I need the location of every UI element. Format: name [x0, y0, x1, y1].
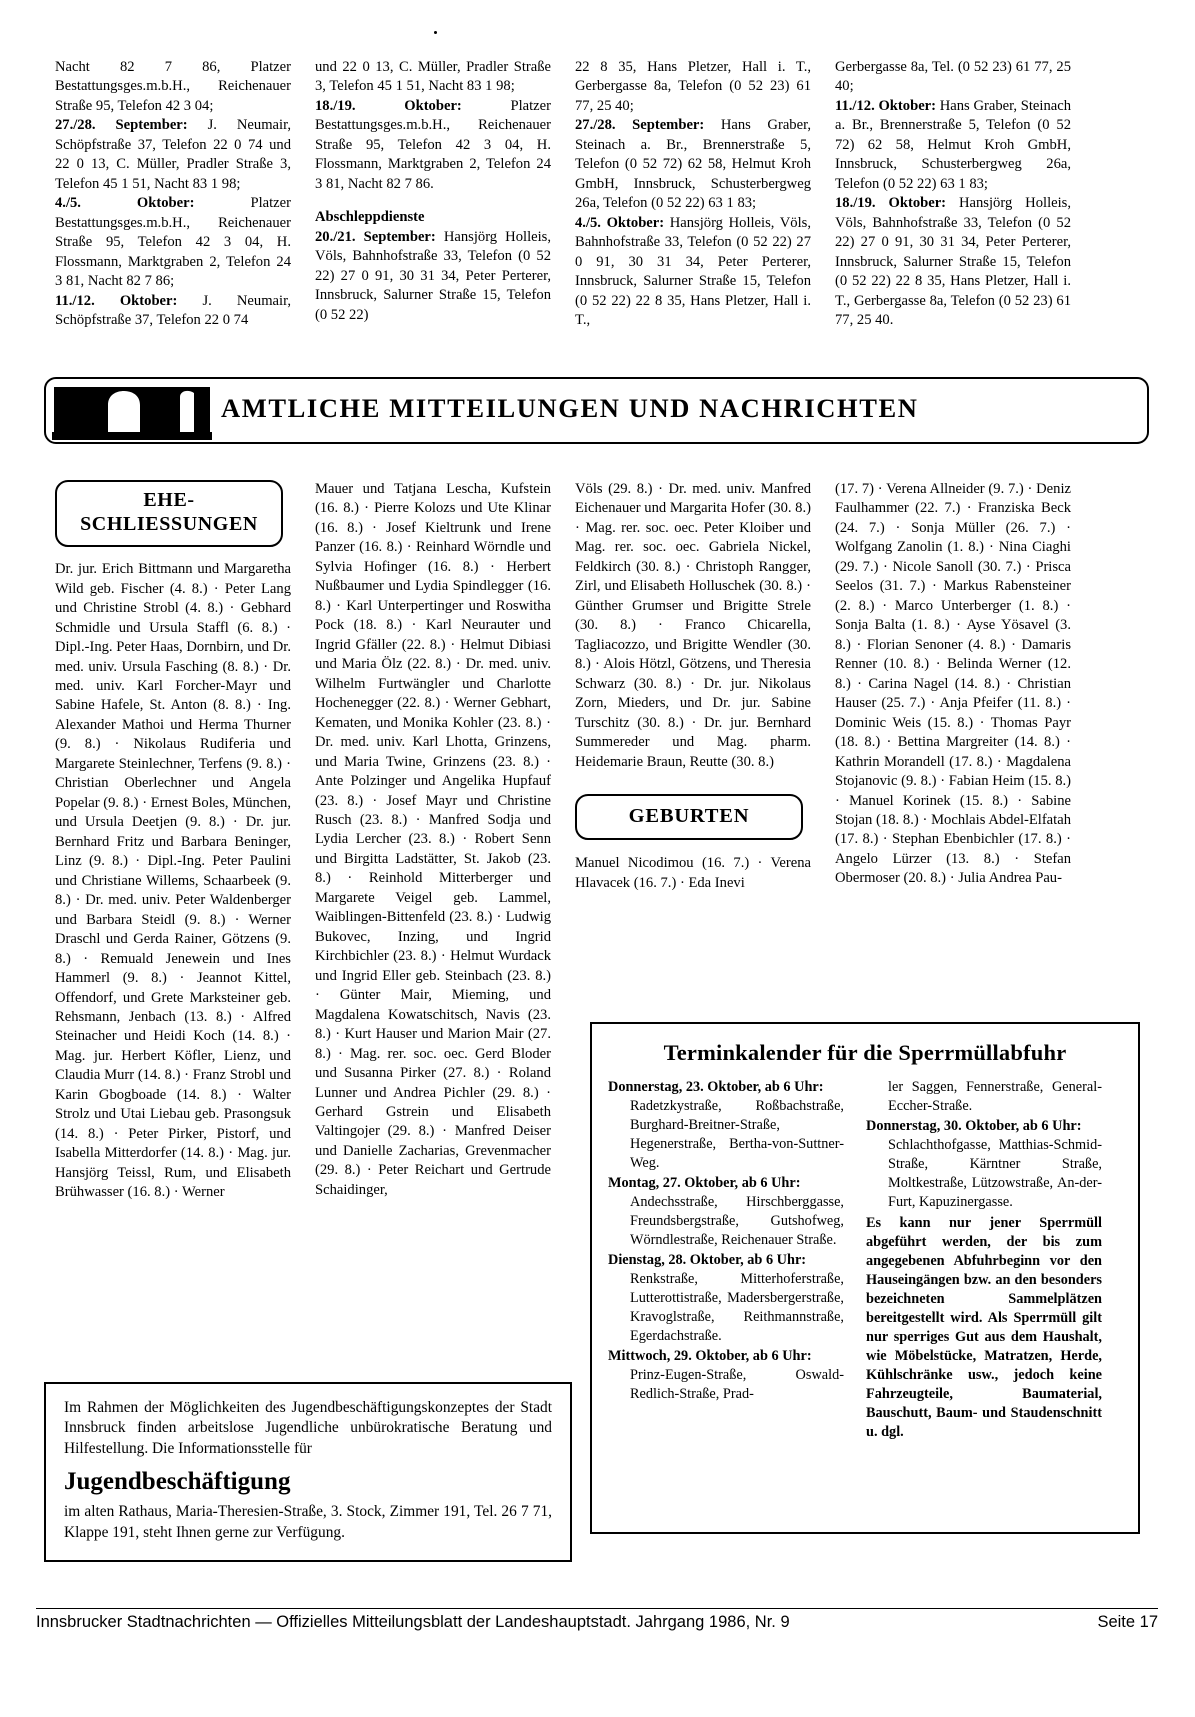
sperrmuell-entry-streets: Andechsstraße, Hirschberggasse, Freundsbergstraße, Gutshofweg, Wörndlestraße, Reichenauer Straße.	[630, 1194, 844, 1248]
sperrmuell-entry-streets: ler Saggen, Fennerstraße, General-Eccher-Straße.	[888, 1079, 1102, 1114]
footer-masthead: Innsbrucker Stadtnachrichten — Offizielles Mitteilungsblatt der Landeshauptstadt. Jahrgang 1986, Nr. 9	[36, 1613, 790, 1631]
geburten-list-part1: Manuel Nicodimou (16. 7.) · Verena Hlavacek (16. 7.) · Eda Inevi	[575, 855, 811, 891]
notice-paragraph: 4./5. Oktober: Hansjörg Holleis, Völs, Bahnhofstraße 33, Telefon (0 52 22) 27 0 91, 30 31 34, Peter Perterer, Innsbruck, Salurner Straße 15, Telefon (0 52 22) 22 8 35, Hans Pletzer, Hall i. T.,	[575, 214, 811, 329]
notice-paragraph: Gerbergasse 8a, Tel. (0 52 23) 61 77, 25 40;	[835, 59, 1071, 95]
ehe-heading-line1: EHE-	[143, 489, 195, 511]
top-column-4	[835, 58, 1071, 331]
sperrmuell-entry-date: Mittwoch, 29. Oktober, ab 6 Uhr:	[608, 1348, 812, 1364]
sperrmuell-entry-date: Donnerstag, 30. Oktober, ab 6 Uhr:	[866, 1118, 1082, 1134]
sperrmuell-column-right	[866, 1078, 1102, 1442]
sperrmuell-entry	[608, 1078, 844, 1173]
jugend-intro-text: Im Rahmen der Möglichkeiten des Jugendbeschäftigungskonzeptes der Stadt Innsbruck finden arbeitslose Jugendliche unbürokratische Beratung und Hilfestellung. Die Informationsstelle für	[64, 1399, 552, 1457]
eheschliessungen-heading	[55, 480, 283, 547]
top-notice-columns	[55, 58, 1140, 331]
sperrmuell-entry-date: Montag, 27. Oktober, ab 6 Uhr:	[608, 1175, 801, 1191]
notice-paragraph: 27./28. September: Hans Graber, Steinach a. Br., Brennerstraße 5, Telefon (0 52 72) 62 58, Helmut Kroh GmbH, Innsbruck, Schusterbergweg 26a, Telefon (0 52 22) 63 1 83;	[575, 117, 811, 212]
sperrmuell-entry-date: Dienstag, 28. Oktober, ab 6 Uhr:	[608, 1252, 807, 1268]
sperrmuell-entry-streets: Prinz-Eugen-Straße, Oswald-Redlich-Straße, Prad-	[630, 1367, 844, 1402]
sperrmuell-entry	[608, 1174, 844, 1250]
sperrmuell-entry	[608, 1251, 844, 1346]
ehe-list-part1: Dr. jur. Erich Bittmann und Margaretha Wild geb. Fischer (4. 8.) · Peter Lang und Christine Strobl (4. 8.) · Gebhard Schmidle und Ursula Staffl (6. 8.) · Dipl.-Ing. Peter Haas, Dornbirn, und Dr. med. univ. Ursula Fasching (8. 8.) · Dr. med. univ. Karl Forcher-Mayr und Sabine Hafele, St. Anton (8. 8.) · Ing. Alexander Mathoi und Herma Thurner (9. 8.) · Nikolaus Rudiferia und Margarete Steinlechner, Terfens (9. 8.) · Christian Oberlechner und Angela Popelar (9. 8.) · Ernest Boles, München, und Ursula Deetjen (9. 8.) · Dr. jur. Bernhard Fritz und Barbara Beninger, Linz (9. 8.) · Dipl.-Ing. Peter Paulini und Christiane Willems, Schaarbeek (9. 8.) · Dr. med. univ. Peter Waldenberger und Barbara Steidl (9. 8.) · Werner Draschl und Gerda Rainer, Götzens (9. 8.) · Remuald Jenewein und Ines Hammerl (9. 8.) · Jeannot Kittel, Offendorf, und Grete Marksteiner geb. Rehsmann, Jenbach (13. 8.) · Alfred Steinacher und Heidi Koch (14. 8.) · Mag. jur. Herbert Köfler, Lienz, und Claudia Murr (14. 8.) · Franz Strobl und Karin Gbogboade (14. 8.) · Walter Strolz und Utai Liebau geb. Prasongsuk (14. 8.) · Peter Pirker, Pistorf, und Isabella Mitterdorfer (14. 8.) · Mag. jur. Hansjörg Teissl, Rum, und Elisabeth Brühwasser (16. 8.) · Werner	[55, 561, 291, 1201]
notice-paragraph: 20./21. September: Hansjörg Holleis, Völs, Bahnhofstraße 33, Telefon (0 52 22) 27 0 91, 30 31 34, Peter Perterer, Innsbruck, Salurner Straße 15, Telefon (0 52 22)	[315, 228, 551, 323]
geburten-list-part2: (17. 7) · Verena Allneider (9. 7.) · Deniz Faulhammer (22. 7.) · Franziska Beck (24. 7.) · Sonja Müller (26. 7.) · Wolfgang Zanolin (1. 8.) · Nina Ciaghi (29. 7.) · Nicole Sanoll (30. 7.) · Prisca Seelos (31. 7.) · Markus Rabensteiner (2. 8.) · Marco Unterberger (1. 8.) · Sonja Balta (1. 8.) · Ayse Yösavel (3. 8.) · Florian Senoner (4. 8.) · Damaris Renner (10. 8.) · Belinda Werner (12. 8.) · Carina Nagel (14. 8.) · Christian Hauser (25. 7.) · Anja Pfeifer (11. 8.) · Dominic Weis (15. 8.) · Thomas Payr (18. 8.) · Bettina Margreiter (14. 8.) · Kathrin Morandell (17. 8.) · Magdalena Stojanovic (9. 8.) · Fabian Heim (15. 8.) · Manuel Korinek (15. 8.) · Sabine Stojan (18. 8.) · Mochlais Abdel-Elfatah (17. 8.) · Stephan Ebenbichler (17. 8.) · Angelo Lürzer (13. 8.) · Stefan Obermoser (20. 8.) · Julia Andrea Pau-	[835, 481, 1071, 887]
sperrmuell-entry	[608, 1347, 844, 1404]
ehe-list-part2: Mauer und Tatjana Lescha, Kufstein (16. 8.) · Pierre Kolozs und Ute Klinar (16. 8.) · Josef Kieltrunk und Irene Panzer (16. 8.) · Reinhard Wörndle und Sylvia Hofinger (16. 8.) · Herbert Nußbaumer und Lydia Spindlegger (16. 8.) · Karl Unterpertinger und Roswitha Pock (18. 8.) · Karl Neurauter und Ingrid Gfäller (22. 8.) · Helmut Dibiasi und Maria Ölz (22. 8.) · Dr. med. univ. Wilhelm Furtwängler und Charlotte Hochenegger (22. 8.) · Werner Gebhart, Kematen, und Monika Kohler (23. 8.) · Dr. med. univ. Karl Lhotta, Grinzens, und Maria Twine, Grinzens (23. 8.) · Ante Polzinger und Angelika Hupfauf (23. 8.) · Josef Mayr und Christine Rusch (23. 8.) · Manfred Sodja und Lydia Lercher (23. 8.) · Robert Senn und Birgitta Ladstätter, St. Jakob (23. 8.) · Reinhold Mitterberger und Margarete Veigel geb. Lammel, Waiblingen-Bittenfeld (23. 8.) · Ludwig Bukovec, Inzing, und Ingrid Kirchbichler (23. 8.) · Helmut Wurdack und Ingrid Eller geb. Steinbach (23. 8.) · Günter Mair, Mieming, und Magdalena Kowatschitsch, Navis (23. 8.) · Kurt Hauser und Marion Mair (27. 8.) · Mag. rer. soc. oec. Gerd Bloder und Susanna Pirker (27. 8.) · Roland Lunner und Andrea Pichler (29. 8.) · Gerhard Gstrein und Elisabeth Valtingojer (29. 8.) · Manfred Deiser und Danielle Zacharias, Grevenmacher (29. 8.) · Peter Reichart und Gertrude Schaidinger,	[315, 481, 551, 1198]
jugend-heading: Jugendbeschäftigung	[64, 1468, 291, 1496]
top-column-1	[55, 58, 291, 331]
jugend-footer-text: im alten Rathaus, Maria-Theresien-Straße, 3. Stock, Zimmer 191, Tel. 26 7 71, Klappe 191, steht Ihnen gerne zur Verfügung.	[64, 1503, 552, 1541]
notice-paragraph: 11./12. Oktober: Hans Graber, Steinach a. Br., Brennerstraße 5, Telefon (0 52 72) 62 58, Helmut Kroh GmbH, Innsbruck, Schusterbergweg 26a, Telefon (0 52 22) 63 1 83;	[835, 97, 1072, 192]
notice-paragraph: 4./5. Oktober: Platzer Bestattungsges.m.b.H., Reichenauer Straße 95, Telefon 42 3 04, H. Flossmann, Marktgraben 2, Telefon 24 3 81, Nacht 82 7 86;	[55, 195, 292, 290]
top-column-3	[575, 58, 811, 331]
top-column-2	[315, 58, 551, 331]
banner-title: AMTLICHE MITTEILUNGEN UND NACHRICHTEN	[221, 393, 919, 423]
sperrmuell-entry-streets: Renkstraße, Mitterhoferstraße, Lutterottistraße, Madersbergerstraße, Kravoglstraße, Reithmannstraße, Egerdachstraße.	[630, 1271, 844, 1344]
ehe-list-part3: Völs (29. 8.) · Dr. med. univ. Manfred Eichenauer und Margarita Hofer (30. 8.) · Mag. rer. soc. oec. Peter Kloiber und Mag. rer. soc. oec. Gabriela Nickel, Feldkirch (30. 8.) · Christoph Rangger, Zirl, und Elisabeth Holluschek (30. 8.) · Günther Grumser und Brigitte Strele (30. 8.) · Franco Chicarella, Tagliacozzo, und Brigitte Wendler (30. 8.) · Alois Hötzl, Götzens, und Theresia Schwarz (30. 8.) · Dr. jur. Nikolaus Zorn, Mieders, und Dr. jur. Sabine Turschitz (30. 8.) · Dr. jur. Bernhard Summereder und Mag. pharm. Heidemarie Braun, Reutte (30. 8.)	[575, 481, 811, 770]
notice-paragraph: 27./28. September: J. Neumair, Schöpfstraße 37, Telefon 22 0 74 und 22 0 13, C. Müller, Pradler Straße 3, Telefon 45 1 51, Nacht 83 1 98;	[55, 117, 292, 192]
notice-paragraph: 11./12. Oktober: J. Neumair, Schöpfstraße 37, Telefon 22 0 74	[55, 292, 291, 329]
geburten-heading: GEBURTEN	[575, 794, 803, 840]
sperrmuell-entry-date: Donnerstag, 23. Oktober, ab 6 Uhr:	[608, 1079, 824, 1095]
innsbruck-bridge-logo-icon	[52, 383, 212, 440]
sperrmuell-box	[590, 1022, 1140, 1534]
footer-divider	[36, 1608, 1158, 1609]
abschleppdienste-subheading: Abschleppdienste	[315, 209, 425, 226]
section-banner	[44, 377, 1149, 444]
page-footer	[36, 1613, 1158, 1632]
sperrmuell-entry	[866, 1117, 1102, 1212]
sperrmuell-column-left	[608, 1078, 844, 1442]
main-column-2	[315, 480, 551, 1203]
notice-paragraph: 22 8 35, Hans Pletzer, Hall i. T., Gerbergasse 8a, Telefon (0 52 23) 61 77, 25 40;	[575, 59, 811, 114]
sperrmuell-note: Es kann nur jener Sperrmüll abgeführt werden, der bis zum angegebenen Abfuhrbeginn vor den Hauseingängen bzw. an den besonders bezeichneten Sammelplätzen bereitgestellt wird. Als Sperrmüll gilt nur sperriges Gut aus dem Haushalt, wie Möbelstücke, Matratzen, Herde, Kühlschränke usw., jedoch keine Fahrzeugteile, Baumaterial, Bauschutt, Baum- und Staudenschnitt u. dgl.	[866, 1215, 1102, 1440]
sperrmuell-entry	[866, 1078, 1102, 1116]
ehe-heading-line2: SCHLIESSUNGEN	[80, 512, 258, 535]
main-column-1	[55, 480, 291, 1203]
sperrmuell-entry-streets: Radetzkystraße, Roßbachstraße, Burghard-Breitner-Straße, Hegenerstraße, Bertha-von-Suttner-Weg.	[630, 1098, 844, 1171]
notice-paragraph: 18./19. Oktober: Platzer Bestattungsges.m.b.H., Reichenauer Straße 95, Telefon 42 3 04, H. Flossmann, Marktgraben 2, Telefon 24 3 81, Nacht 82 7 86.	[315, 97, 552, 192]
notice-paragraph: und 22 0 13, C. Müller, Pradler Straße 3, Telefon 45 1 51, Nacht 83 1 98;	[315, 59, 551, 95]
print-speck	[434, 31, 437, 34]
notice-paragraph: 18./19. Oktober: Hansjörg Holleis, Völs, Bahnhofstraße 33, Telefon (0 52 22) 27 0 91, 30 31 34, Peter Perterer, Innsbruck, Salurner Straße 15, Telefon (0 52 22) 22 8 35, Hans Pletzer, Hall i. T., Gerbergasse 8a, Telefon (0 52 23) 61 77, 25 40.	[835, 195, 1071, 329]
notice-paragraph: Nacht 82 7 86, Platzer Bestattungsges.m.b.H., Reichenauer Straße 95, Telefon 42 3 04;	[55, 59, 291, 114]
page-number: Seite 17	[1097, 1613, 1158, 1631]
jugendbeschaeftigung-box	[44, 1382, 572, 1562]
sperrmuell-entry-streets: Schlachthofgasse, Matthias-Schmid-Straße, Kärntner Straße, Moltkestraße, Lützowstraße, An-der-Furt, Kapuzinergasse.	[888, 1137, 1102, 1210]
sperrmuell-title: Terminkalender für die Sperrmüllabfuhr	[663, 1040, 1067, 1065]
